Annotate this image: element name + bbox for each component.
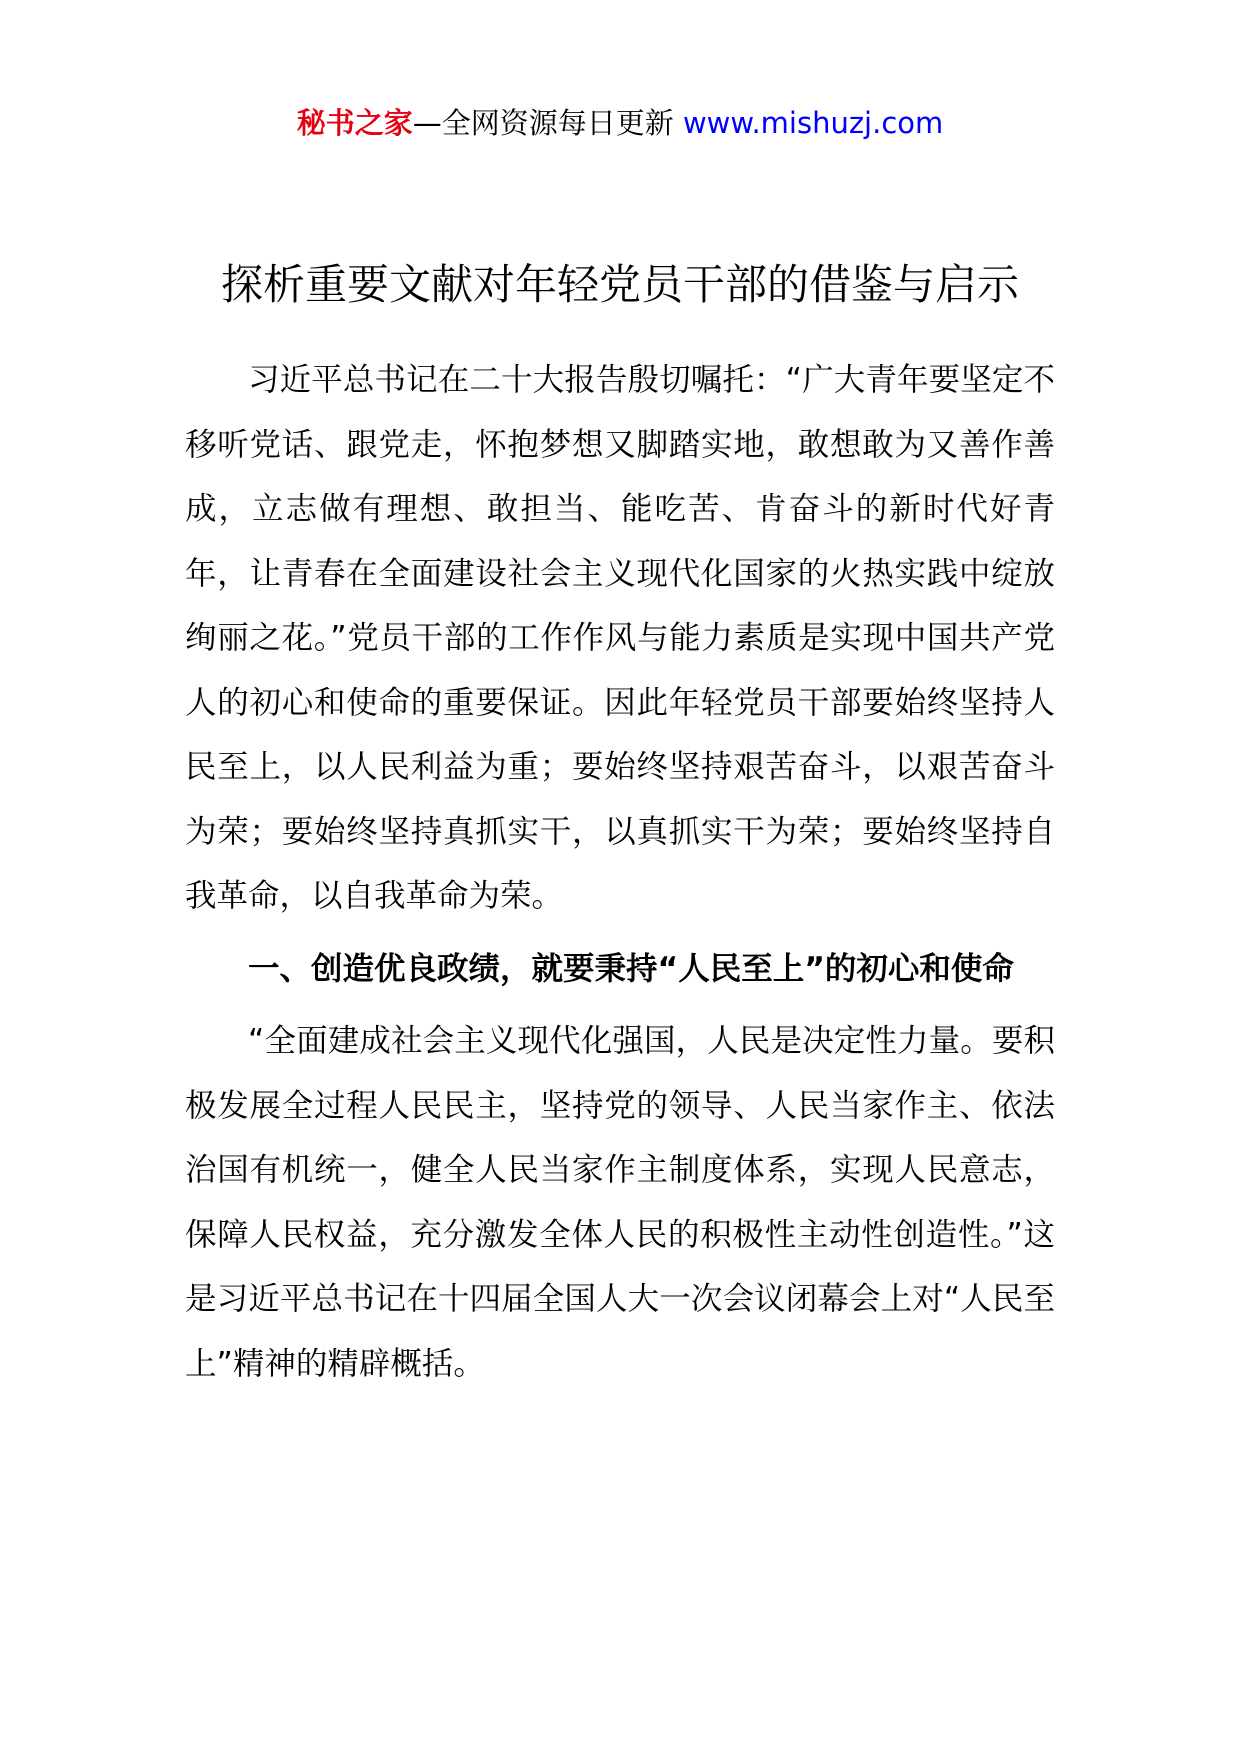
section-heading-1: 一、创造优良政绩，就要秉持“人民至上”的初心和使命 (248, 950, 1014, 987)
body-paragraph-2: “全面建成社会主义现代化强国，人民是决定性力量。要积极发展全过程人民民主，坚持党的领导、人民当家作主、依法治国有机统一，健全人民当家作主制度体系，实现人民意志，保障人民权益，充分激发全体人民的积极性主动性创造性。”这是习近平总书记在十四届全国人大一次会议闭幕会上对“人民至上”精神的精辟概括。 (185, 1023, 1055, 1382)
intro-paragraph: 习近平总书记在二十大报告殷切嘱托：“广大青年要坚定不移听党话、跟党走，怀抱梦想又脚踏实地，敢想敢为又善作善成，立志做有理想、敢担当、能吃苦、肯奋斗的新时代好青年，让青春在全面建设社会主义现代化国家的火热实践中绽放绚丽之花。”党员干部的工作作风与能力素质是实现中国共产党人的初心和使命的重要保证。因此年轻党员干部要始终坚持人民至上，以人民利益为重；要始终坚持艰苦奋斗，以艰苦奋斗为荣；要始终坚持真抓实干，以真抓实干为荣；要始终坚持自我革命，以自我革命为荣。 (185, 362, 1055, 914)
site-header (0, 100, 1240, 146)
document-body (185, 348, 1055, 1396)
site-url-link[interactable]: www.mishuzj.com (682, 106, 944, 140)
document-title: 探析重要文献对年轻党员干部的借鉴与启示 (220, 260, 1019, 309)
header-tagline: —全网资源每日更新 (412, 106, 674, 140)
brand-name: 秘书之家 (296, 106, 413, 140)
